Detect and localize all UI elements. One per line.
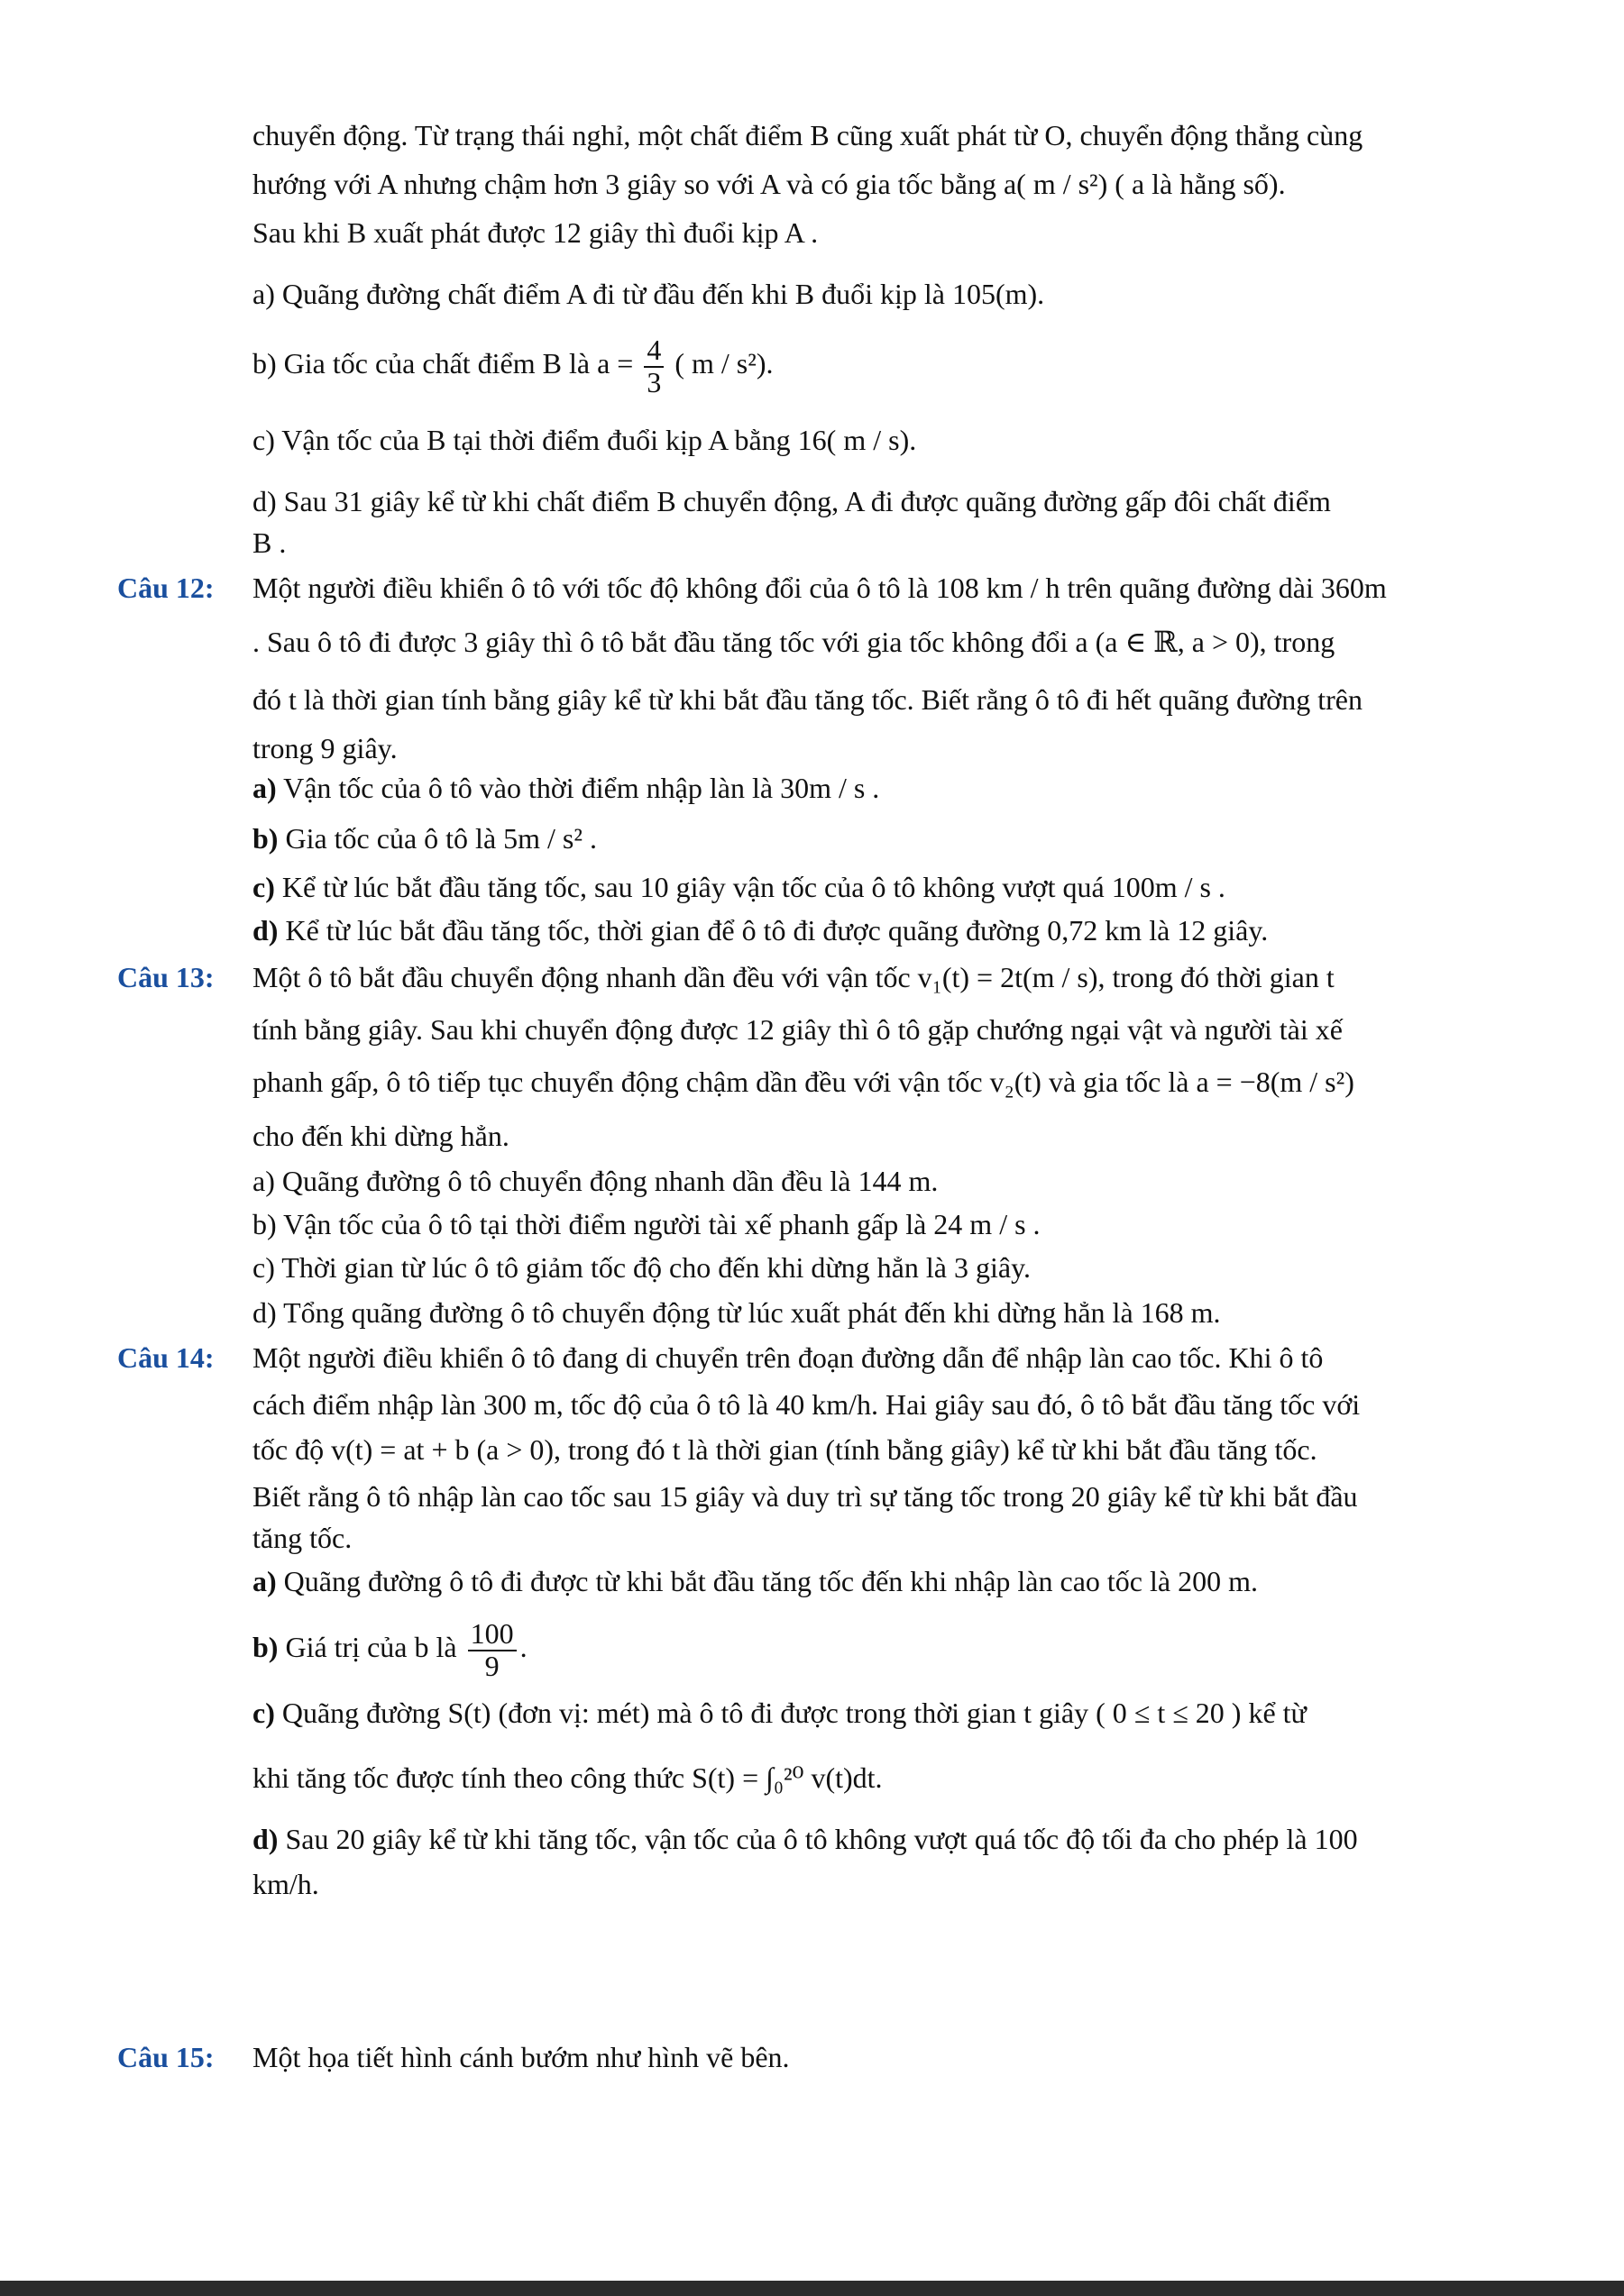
q14-option-d-line-1: d) Sau 20 giây kể từ khi tăng tốc, vận tốc của ô tô không vượt quá tốc độ tối đa cho phép là 100 (252, 1823, 1358, 1855)
intro-option-d-line-1: d) Sau 31 giây kể từ khi chất điểm B chuyển động, A đi được quãng đường gấp đôi chất điểm (252, 485, 1331, 517)
q12-line-2: . Sau ô tô đi được 3 giây thì ô tô bắt đầu tăng tốc với gia tốc không đổi a (a ∈ ℝ, a > 0), trong (252, 626, 1335, 658)
q12-line-4: trong 9 giây. (252, 732, 398, 764)
q13-option-d: d) Tổng quãng đường ô tô chuyển động từ lúc xuất phát đến khi dừng hẳn là 168 m. (252, 1296, 1221, 1329)
q14-option-b: b) Giá trị của b là $\frac{100}{9}$ . (252, 1617, 528, 1682)
q13-line-2: tính bằng giây. Sau khi chuyển động được 12 giây thì ô tô gặp chướng ngại vật và người tài xế (252, 1013, 1343, 1046)
q14-line-1: Một người điều khiển ô tô đang di chuyển trên đoạn đường dẫn để nhập làn cao tốc. Khi ô tô (252, 1341, 1324, 1374)
intro-line-1: chuyển động. Từ trạng thái nghỉ, một chất điểm B cũng xuất phát từ O, chuyển động thẳng cùng (252, 119, 1363, 151)
q13-option-b: b) Vận tốc của ô tô tại thời điểm người tài xế phanh gấp là 24 m / s . (252, 1208, 1041, 1240)
q13-option-a: a) Quãng đường ô tô chuyển động nhanh dần đều là 144 m. (252, 1165, 939, 1197)
q12-line-1: Một người điều khiển ô tô với tốc độ không đổi của ô tô là 108 km / h trên quãng đường dài 360m (252, 572, 1387, 604)
q14-line-2: cách điểm nhập làn 300 m, tốc độ của ô tô là 40 km/h. Hai giây sau đó, ô tô bắt đầu tăng tốc với (252, 1388, 1361, 1421)
intro-option-c: c) Vận tốc của B tại thời điểm đuổi kịp A bằng 16( m / s). (252, 424, 917, 456)
q12-option-b: b) Gia tốc của ô tô là 5m / s² . (252, 822, 597, 855)
q14-option-c-line-2: khi tăng tốc được tính theo công thức S(t) = ∫₀²⁰ v(t)dt. (252, 1761, 883, 1794)
q13-option-c: c) Thời gian từ lúc ô tô giảm tốc độ cho đến khi dừng hẳn là 3 giây. (252, 1251, 1031, 1284)
q14-option-a: a) Quãng đường ô tô đi được từ khi bắt đầu tăng tốc đến khi nhập làn cao tốc là 200 m. (252, 1565, 1258, 1597)
intro-option-b: b) Gia tốc của chất điểm B là a = $\frac{4}{3}$ ( m / s²). (252, 334, 774, 398)
question-13-label: Câu 13: (117, 961, 215, 993)
q14-line-3: tốc độ v(t) = at + b (a > 0), trong đó t là thời gian (tính bằng giây) kể từ khi bắt đầu tăng tốc. (252, 1433, 1317, 1466)
page-bottom-bar (0, 2281, 1624, 2296)
q14-line-5: tăng tốc. (252, 1522, 353, 1554)
q13-line-4: cho đến khi dừng hẳn. (252, 1120, 509, 1152)
q12-option-d: d) Kể từ lúc bắt đầu tăng tốc, thời gian để ô tô đi được quãng đường 0,72 km là 12 giây. (252, 914, 1269, 947)
intro-line-3: Sau khi B xuất phát được 12 giây thì đuổi kịp A . (252, 216, 819, 249)
fraction-4-3: $\frac{4}{3}$ (644, 335, 664, 398)
q12-option-c: c) Kể từ lúc bắt đầu tăng tốc, sau 10 giây vận tốc của ô tô không vượt quá 100m / s . (252, 871, 1225, 903)
question-12-label: Câu 12: (117, 572, 215, 604)
question-14-label: Câu 14: (117, 1341, 215, 1374)
q14-line-4: Biết rằng ô tô nhập làn cao tốc sau 15 giây và duy trì sự tăng tốc trong 20 giây kể từ khi bắt đầu (252, 1480, 1358, 1513)
question-15-label: Câu 15: (117, 2041, 215, 2073)
q12-option-a: a) Vận tốc của ô tô vào thời điểm nhập làn là 30m / s . (252, 772, 880, 804)
q13-line-3: phanh gấp, ô tô tiếp tục chuyển động chậm dần đều với vận tốc v₂(t) và gia tốc là a = −8(m / s²) (252, 1066, 1354, 1098)
intro-option-a: a) Quãng đường chất điểm A đi từ đầu đến khi B đuổi kịp là 105(m). (252, 278, 1045, 310)
q12-line-3: đó t là thời gian tính bằng giây kể từ khi bắt đầu tăng tốc. Biết rằng ô tô đi hết quãng đường trên (252, 683, 1363, 716)
q14-option-d-line-2: km/h. (252, 1868, 319, 1900)
intro-option-d-line-2: B . (252, 526, 287, 559)
q14-option-c-line-1: c) Quãng đường S(t) (đơn vị: mét) mà ô tô đi được trong thời gian t giây ( 0 ≤ t ≤ 20 ) kể từ (252, 1697, 1307, 1729)
q15-line-1: Một họa tiết hình cánh bướm như hình vẽ bên. (252, 2041, 790, 2073)
q13-line-1: Một ô tô bắt đầu chuyển động nhanh dần đều với vận tốc v₁(t) = 2t(m / s), trong đó thời gian t (252, 961, 1335, 993)
fraction-100-9: $\frac{100}{9}$ (468, 1619, 517, 1681)
intro-line-2: hướng với A nhưng chậm hơn 3 giây so với A và có gia tốc bằng a( m / s²) ( a là hằng số). (252, 168, 1286, 200)
